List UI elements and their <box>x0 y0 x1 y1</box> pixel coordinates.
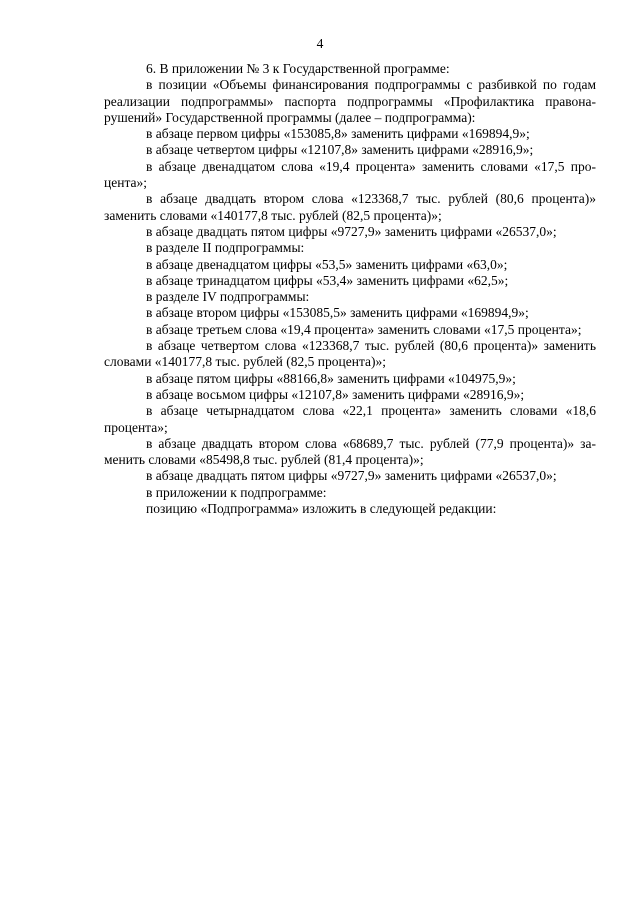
paragraph: в абзаце первом цифры «153085,8» заменить цифрами «169894,9»; <box>146 126 530 142</box>
paragraph: в разделе II подпрограммы: <box>146 240 305 256</box>
paragraph: в абзаце двадцать пятом цифры «9727,9» заменить цифрами «26537,0»; <box>146 223 557 239</box>
document-body <box>104 61 596 517</box>
paragraph: в абзаце четвертом цифры «12107,8» заменить цифрами «28916,9»; <box>146 142 534 158</box>
paragraph: позицию «Подпрограмма» изложить в следующей редакции: <box>146 501 497 517</box>
paragraph: в абзаце четвертом слова «123368,7 тыс. рублей (80,6 процента)» заменить словами «140177,8 тыс. рублей (82,5 процента)»; <box>104 338 596 370</box>
paragraph: в абзаце двадцать втором слова «68689,7 тыс. рублей (77,9 процента)» заменить словами «85498,8 тыс. рублей (81,4 процента)»; <box>104 435 596 468</box>
paragraph: в абзаце двадцать пятом цифры «9727,9» заменить цифрами «26537,0»; <box>146 468 557 484</box>
paragraph: в абзаце четырнадцатом слова «22,1 процента» заменить словами «18,6 процента»; <box>104 403 596 435</box>
paragraph: 6. В приложении № 3 к Государственной программе: <box>146 61 450 76</box>
paragraph: в приложении к подпрограмме: <box>146 484 327 500</box>
paragraph: в абзаце двенадцатом цифры «53,5» заменить цифрами «63,0»; <box>146 256 508 272</box>
paragraph: в разделе IV подпрограммы: <box>146 289 310 305</box>
paragraph: в абзаце втором цифры «153085,5» заменить цифрами «169894,9»; <box>146 305 529 321</box>
paragraph: в абзаце восьмом цифры «12107,8» заменить цифрами «28916,9»; <box>146 386 525 402</box>
paragraph: в позиции «Объемы финансирования подпрограммы с разбивкой по годам реализации подпрограммы» паспорта подпрограммы «Профилактика правонарушений» Государственной программы (далее – подпрограмма): <box>104 77 596 125</box>
paragraph: в абзаце пятом цифры «88166,8» заменить цифрами «104975,9»; <box>146 370 516 386</box>
paragraph: в абзаце тринадцатом цифры «53,4» заменить цифрами «62,5»; <box>146 272 509 288</box>
page-number: 4 <box>316 36 324 51</box>
paragraph: в абзаце двенадцатом слова «19,4 процента» заменить словами «17,5 процента»; <box>104 158 596 191</box>
paragraph: в абзаце третьем слова «19,4 процента» заменить словами «17,5 процента»; <box>146 321 582 337</box>
paragraph: в абзаце двадцать втором слова «123368,7 тыс. рублей (80,6 процента)» заменить словами «140177,8 тыс. рублей (82,5 процента)»; <box>104 191 596 223</box>
